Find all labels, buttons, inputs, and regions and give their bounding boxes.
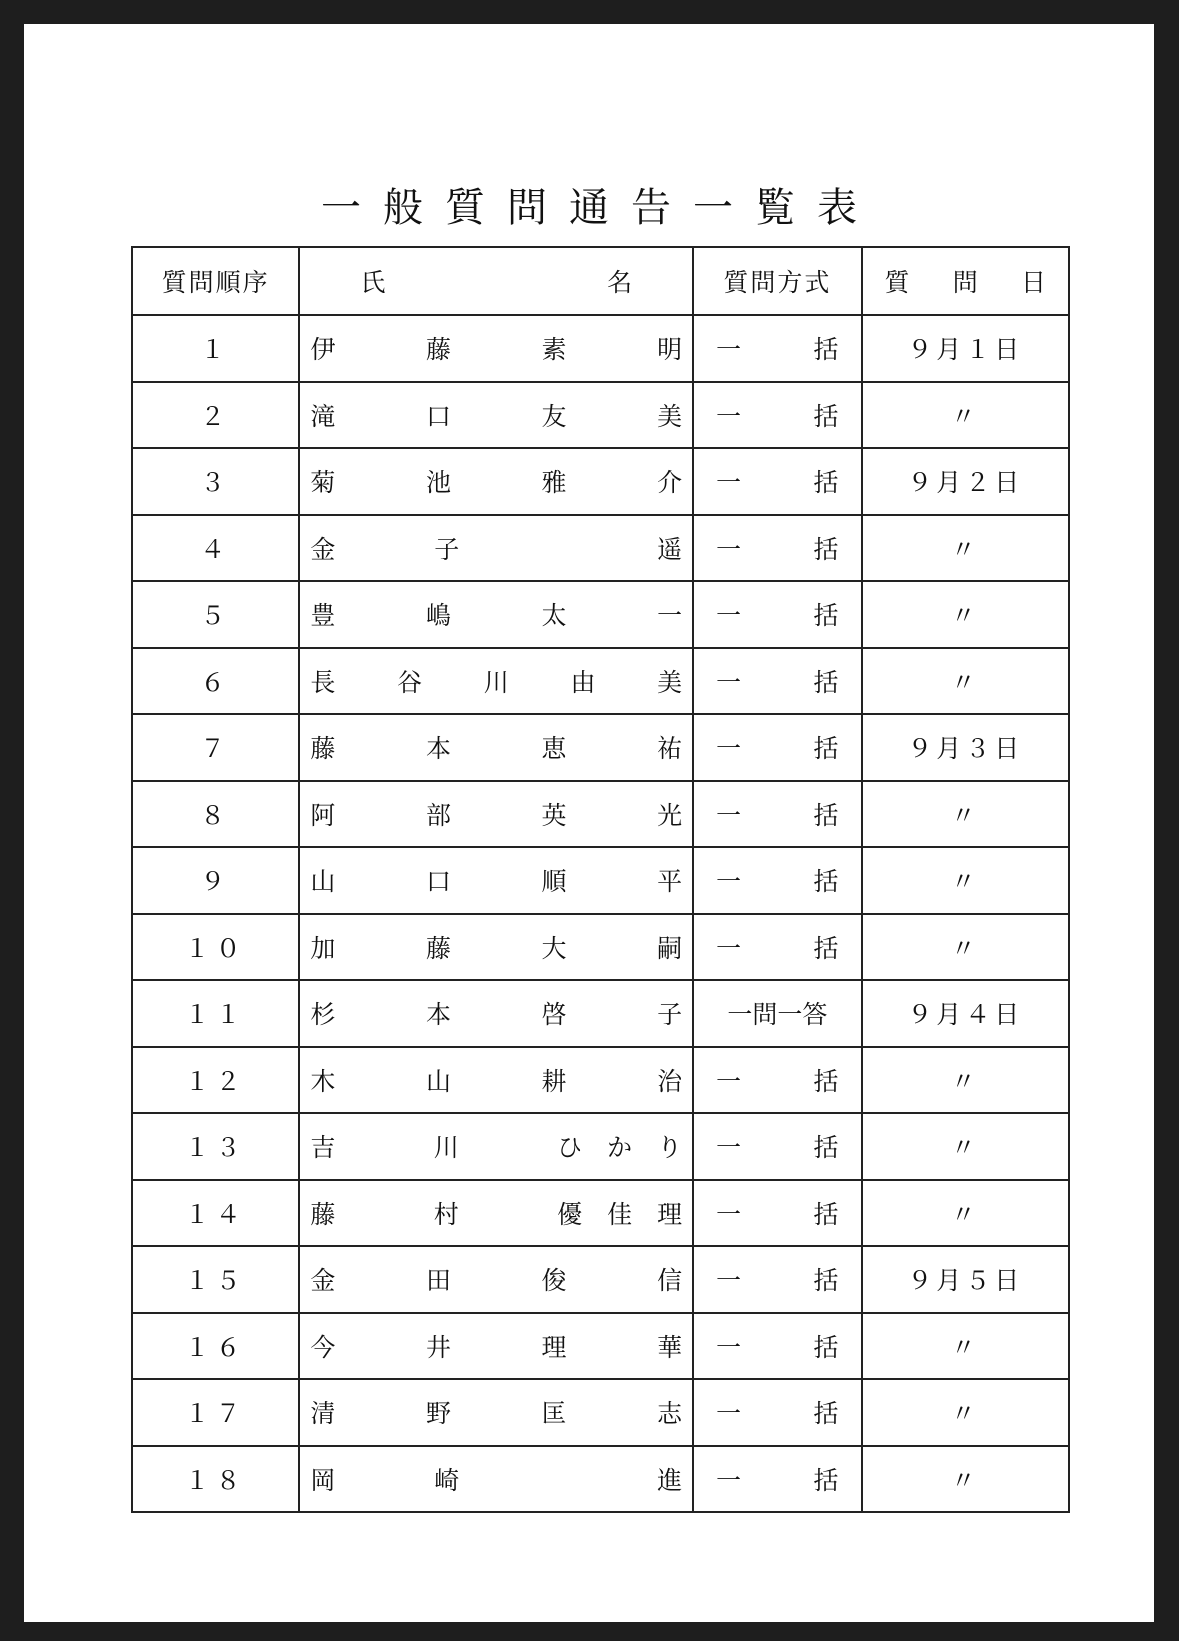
document-page — [24, 24, 1154, 1622]
question-date-cell: 〃 — [862, 847, 1069, 914]
question-method-char: 一 — [716, 401, 742, 431]
question-method-char: 括 — [813, 468, 839, 498]
question-order-cell: １２ — [132, 1047, 299, 1114]
member-name-char: 菊 — [310, 468, 336, 498]
question-method-cell — [693, 1113, 861, 1180]
member-name-char: 杉 — [310, 1000, 336, 1030]
question-order-cell: １７ — [132, 1379, 299, 1446]
member-name-char: 村 — [433, 1199, 459, 1229]
member-name-char: 俊 — [541, 1266, 567, 1296]
member-name-cell — [299, 1246, 693, 1313]
table-row — [132, 781, 1069, 848]
question-order-cell: ２ — [132, 382, 299, 449]
table-body — [132, 315, 1069, 1512]
member-name-char: 明 — [657, 335, 683, 365]
question-date-cell: 〃 — [862, 1446, 1069, 1513]
member-name-char: 由 — [570, 667, 596, 697]
member-name-char: 豊 — [310, 601, 336, 631]
member-name-char: 池 — [425, 468, 451, 498]
table-row — [132, 847, 1069, 914]
member-name-cell — [299, 1313, 693, 1380]
member-name-cell — [299, 448, 693, 515]
question-date-cell: 〃 — [862, 1379, 1069, 1446]
member-name-char: 藤 — [425, 933, 451, 963]
member-name-char: 崎 — [434, 1465, 460, 1495]
question-date-cell: 〃 — [862, 382, 1069, 449]
member-name-cell — [299, 1047, 693, 1114]
question-method-cell — [693, 315, 861, 382]
table-row — [132, 1379, 1069, 1446]
member-name-char: 子 — [657, 1000, 683, 1030]
question-order-cell: １１ — [132, 980, 299, 1047]
question-order-cell: １４ — [132, 1180, 299, 1247]
member-name-char: 今 — [310, 1332, 336, 1362]
member-name-char: 加 — [310, 933, 336, 963]
member-name-char: 井 — [425, 1332, 451, 1362]
member-name-char: 金 — [310, 534, 336, 564]
question-method-cell — [693, 648, 861, 715]
question-method-char: 一 — [716, 734, 742, 764]
member-name-char: 藤 — [310, 734, 336, 764]
member-name-char: 志 — [657, 1399, 683, 1429]
member-name-cell — [299, 714, 693, 781]
question-method-cell — [693, 714, 861, 781]
question-method-cell — [693, 1246, 861, 1313]
question-method-char: 括 — [813, 800, 839, 830]
question-method-char: 括 — [813, 933, 839, 963]
member-name-char: 金 — [310, 1266, 336, 1296]
member-name-char: 友 — [541, 401, 567, 431]
member-name-char: 太 — [541, 601, 567, 631]
member-name-char: 一 — [657, 601, 683, 631]
question-method-char: 一 — [716, 1133, 742, 1163]
member-name-char: 岡 — [310, 1465, 336, 1495]
member-name-char: 阿 — [310, 800, 336, 830]
question-method-char: 一 — [716, 1199, 742, 1229]
question-date-cell: 〃 — [862, 1113, 1069, 1180]
question-method-cell — [693, 1446, 861, 1513]
member-name-char: 美 — [657, 667, 683, 697]
question-date-cell: ９月４日 — [862, 980, 1069, 1047]
member-name-char: 山 — [425, 1066, 451, 1096]
member-name-char: 山 — [310, 867, 336, 897]
question-order-cell: ９ — [132, 847, 299, 914]
question-method-cell — [693, 515, 861, 582]
member-name-char: 藤 — [310, 1199, 336, 1229]
member-name-char: 嶋 — [425, 601, 451, 631]
question-date-cell: ９月１日 — [862, 315, 1069, 382]
question-method-char: 括 — [813, 1066, 839, 1096]
table-row — [132, 1313, 1069, 1380]
table-row — [132, 448, 1069, 515]
question-method-char: 一 — [716, 335, 742, 365]
member-name-char: 理 — [541, 1332, 567, 1362]
member-name-char: 啓 — [541, 1000, 567, 1030]
question-method-char: 括 — [813, 1133, 839, 1163]
question-method-char: 括 — [813, 601, 839, 631]
member-name-char: 川 — [433, 1133, 459, 1163]
question-method-char: 一 — [716, 867, 742, 897]
header-date-part: 質 — [884, 268, 910, 297]
question-order-cell: ３ — [132, 448, 299, 515]
member-name-cell — [299, 1446, 693, 1513]
header-date-part: 日 — [1020, 268, 1046, 297]
header-order: 質問順序 — [132, 247, 299, 315]
question-order-cell: １ — [132, 315, 299, 382]
question-method-char: 括 — [813, 667, 839, 697]
question-method-char: 括 — [813, 401, 839, 431]
member-name-char: 華 — [657, 1332, 683, 1362]
question-order-cell: ４ — [132, 515, 299, 582]
member-name-char: 滝 — [310, 401, 336, 431]
header-method: 質問方式 — [693, 247, 861, 315]
member-name-char: 清 — [310, 1399, 336, 1429]
member-name-char: 田 — [425, 1266, 451, 1296]
question-date-cell: 〃 — [862, 781, 1069, 848]
table-row — [132, 382, 1069, 449]
question-method-char: 一 — [716, 800, 742, 830]
question-date-cell: 〃 — [862, 581, 1069, 648]
member-name-cell — [299, 515, 693, 582]
member-name-char: 美 — [657, 401, 683, 431]
question-method-char: 一 — [716, 1066, 742, 1096]
member-name-cell — [299, 581, 693, 648]
member-name-cell — [299, 1379, 693, 1446]
header-name — [299, 247, 693, 315]
question-order-cell: ７ — [132, 714, 299, 781]
question-method-cell — [693, 581, 861, 648]
member-name-char: 恵 — [541, 734, 567, 764]
question-method-cell — [693, 1379, 861, 1446]
member-name-cell — [299, 648, 693, 715]
document-title: 一般質問通告一覧表 — [321, 185, 879, 231]
question-order-cell: ６ — [132, 648, 299, 715]
question-method-char: 括 — [813, 335, 839, 365]
question-method-char: 一 — [716, 1399, 742, 1429]
member-name-char: 部 — [425, 800, 451, 830]
question-method-cell — [693, 781, 861, 848]
question-method-char: 括 — [813, 867, 839, 897]
member-name-cell — [299, 847, 693, 914]
member-name-cell — [299, 980, 693, 1047]
header-date-part: 問 — [952, 268, 978, 297]
member-name-char: 吉 — [310, 1133, 336, 1163]
question-method-char: 一 — [716, 1465, 742, 1495]
member-name-char: 嗣 — [657, 933, 683, 963]
question-method-char: 一 — [716, 534, 742, 564]
question-method-char: 一 — [716, 1266, 742, 1296]
member-name-char: 長 — [310, 667, 336, 697]
question-method-cell — [693, 448, 861, 515]
member-name-char: 口 — [425, 867, 451, 897]
member-name-char: 耕 — [541, 1066, 567, 1096]
member-name-char: 英 — [541, 800, 567, 830]
member-name-char: 川 — [483, 667, 509, 697]
table-row — [132, 980, 1069, 1047]
question-method-cell — [693, 1180, 861, 1247]
question-date-cell: 〃 — [862, 1313, 1069, 1380]
table-row — [132, 1047, 1069, 1114]
member-name-char: 匡 — [541, 1399, 567, 1429]
member-name-char: 木 — [310, 1066, 336, 1096]
member-name-char: 素 — [541, 335, 567, 365]
question-method-char: 括 — [813, 1266, 839, 1296]
member-name-char: 藤 — [425, 335, 451, 365]
question-method-char: 括 — [813, 1399, 839, 1429]
question-date-cell: 〃 — [862, 914, 1069, 981]
member-name-cell — [299, 315, 693, 382]
question-method-char: 括 — [813, 1332, 839, 1362]
question-method-char: 括 — [813, 734, 839, 764]
question-date-cell: 〃 — [862, 648, 1069, 715]
header-name-part: 氏 — [360, 268, 386, 297]
question-order-cell: １３ — [132, 1113, 299, 1180]
table-row — [132, 1180, 1069, 1247]
question-date-cell: 〃 — [862, 515, 1069, 582]
question-method-cell — [693, 847, 861, 914]
question-method-cell: 一問一答 — [693, 980, 861, 1047]
question-order-cell: ５ — [132, 581, 299, 648]
table-row — [132, 581, 1069, 648]
member-name-char: 進 — [657, 1465, 683, 1495]
member-name-char: 信 — [657, 1266, 683, 1296]
table-row — [132, 914, 1069, 981]
header-date — [862, 247, 1069, 315]
question-method-cell — [693, 1047, 861, 1114]
question-method-char: 一 — [716, 1332, 742, 1362]
table-row — [132, 1446, 1069, 1513]
table-header-row — [132, 247, 1069, 315]
member-name-char: 大 — [541, 933, 567, 963]
member-name-char: 光 — [657, 800, 683, 830]
table-row — [132, 648, 1069, 715]
member-name-char: 平 — [657, 867, 683, 897]
member-name-char: 谷 — [397, 667, 423, 697]
question-order-cell: １６ — [132, 1313, 299, 1380]
member-name-char: 伊 — [310, 335, 336, 365]
member-name-char: ひ か り — [557, 1133, 683, 1163]
table-row — [132, 515, 1069, 582]
member-name-char: 本 — [425, 1000, 451, 1030]
question-method-char: 一 — [716, 601, 742, 631]
question-order-cell: １５ — [132, 1246, 299, 1313]
member-name-char: 野 — [425, 1399, 451, 1429]
member-name-char: 介 — [657, 468, 683, 498]
question-date-cell: ９月２日 — [862, 448, 1069, 515]
question-method-cell — [693, 1313, 861, 1380]
question-method-char: 括 — [813, 1465, 839, 1495]
question-date-cell: 〃 — [862, 1180, 1069, 1247]
member-name-cell — [299, 382, 693, 449]
question-method-char: 一 — [716, 468, 742, 498]
question-method-char: 括 — [813, 1199, 839, 1229]
member-name-char: 遥 — [657, 534, 683, 564]
question-order-cell: ８ — [132, 781, 299, 848]
member-name-cell — [299, 914, 693, 981]
question-method-char: 一 — [716, 933, 742, 963]
table-row — [132, 714, 1069, 781]
question-date-cell: ９月５日 — [862, 1246, 1069, 1313]
question-method-char: 一 — [716, 667, 742, 697]
question-date-cell: ９月３日 — [862, 714, 1069, 781]
member-name-char: 本 — [425, 734, 451, 764]
question-order-cell: １０ — [132, 914, 299, 981]
table-row — [132, 315, 1069, 382]
question-notice-table — [131, 246, 1070, 1513]
member-name-char: 治 — [657, 1066, 683, 1096]
member-name-char: 優 佳 理 — [557, 1199, 683, 1229]
table-row — [132, 1113, 1069, 1180]
member-name-cell — [299, 1180, 693, 1247]
question-date-cell: 〃 — [862, 1047, 1069, 1114]
member-name-char: 口 — [425, 401, 451, 431]
member-name-cell — [299, 781, 693, 848]
table-row — [132, 1246, 1069, 1313]
member-name-char: 祐 — [657, 734, 683, 764]
member-name-char: 子 — [434, 534, 460, 564]
member-name-char: 雅 — [541, 468, 567, 498]
question-order-cell: １８ — [132, 1446, 299, 1513]
question-method-char: 括 — [813, 534, 839, 564]
question-method-cell — [693, 914, 861, 981]
header-name-part: 名 — [607, 268, 633, 297]
question-method-cell — [693, 382, 861, 449]
member-name-cell — [299, 1113, 693, 1180]
member-name-char: 順 — [541, 867, 567, 897]
